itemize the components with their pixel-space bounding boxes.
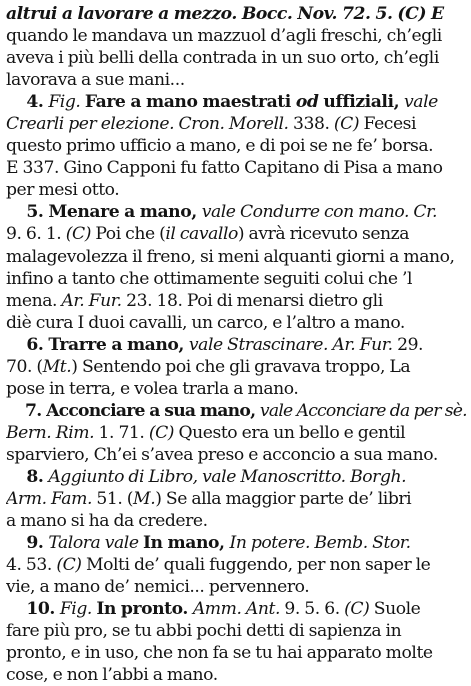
text-line: [6, 554, 467, 576]
text-segment: quando le mandava un mazzuol d’agli freschi, ch’egli: [6, 26, 442, 47]
dictionary-page: [6, 3, 467, 686]
text-segment: (C): [333, 114, 364, 135]
text-line: [6, 135, 467, 157]
text-segment: ) avrà ricevuto senza: [237, 224, 410, 245]
text-segment: 9. 5. 6.: [284, 599, 345, 620]
text-segment: uffiziali,: [323, 92, 405, 113]
text-line: [6, 69, 467, 91]
text-segment: In mano,: [142, 533, 230, 554]
text-segment: vale: [404, 92, 438, 113]
text-line: [6, 3, 467, 25]
text-segment: (C): [56, 555, 86, 576]
text-segment: il cavallo: [165, 224, 238, 245]
text-segment: 9.: [6, 533, 49, 554]
text-segment: lavorava a sue mani...: [6, 70, 185, 91]
text-line: [6, 620, 467, 642]
text-line: [6, 47, 467, 69]
text-segment: questo primo ufficio a mano, e di poi se ne fe’ borsa.: [6, 136, 434, 157]
text-segment: Crearli per elezione. Cron. Morell.: [6, 114, 293, 135]
text-segment: Acconciare a sua mano,: [46, 400, 260, 421]
text-segment: Talora vale: [48, 533, 143, 554]
text-line: [6, 488, 467, 510]
text-segment: 8.: [6, 466, 49, 487]
text-segment: 51. (: [96, 489, 134, 510]
text-segment: 70. (: [6, 356, 43, 377]
text-segment: Poi che (: [95, 224, 166, 245]
text-segment: diè cura I duoi cavalli, un carco, e l’altro a mano.: [6, 312, 405, 333]
text-line: [6, 179, 467, 201]
text-segment: 5.: [6, 202, 49, 223]
text-segment: vale Strascinare. Ar. Fur.: [188, 334, 398, 355]
text-segment: fare più pro, se tu abbi pochi detti di sapienza in: [6, 621, 402, 642]
text-line: [6, 334, 467, 356]
text-segment: Amm. Ant.: [192, 599, 285, 620]
text-segment: M.: [133, 489, 156, 510]
text-line: [6, 356, 467, 378]
text-segment: Fecesi: [363, 114, 417, 135]
text-segment: Fig.: [48, 92, 85, 113]
text-line: [6, 223, 467, 245]
text-line: [6, 642, 467, 664]
text-segment: 6.: [6, 334, 49, 355]
text-segment: Suole: [373, 599, 421, 620]
text-segment: 1. 71.: [98, 422, 149, 443]
text-segment: Questo era un bello e gentil: [178, 422, 406, 443]
text-line: [6, 598, 467, 620]
text-segment: In potere. Bemb. Stor.: [229, 533, 411, 554]
text-segment: E 337. Gino Capponi fu fatto Capitano di Pisa a mano: [6, 158, 443, 179]
text-line: [6, 378, 467, 400]
text-line: [6, 664, 467, 686]
text-segment: Fig.: [59, 599, 97, 620]
text-segment: Menare a mano,: [48, 202, 202, 223]
text-line: [6, 113, 467, 135]
text-segment: 23. 18. Poi di menarsi dietro gli: [126, 290, 383, 311]
text-segment: per mesi otto.: [6, 180, 120, 201]
text-line: [6, 466, 467, 488]
text-segment: od: [295, 92, 324, 113]
text-segment: ) Sentendo poi che gli gravava troppo, La: [71, 356, 411, 377]
text-segment: a mano si ha da credere.: [6, 511, 208, 532]
text-line: [6, 91, 467, 113]
text-line: [6, 532, 467, 554]
text-line: [6, 290, 467, 312]
text-segment: 29.: [397, 334, 424, 355]
text-segment: In pronto.: [96, 599, 193, 620]
text-segment: (C): [65, 224, 96, 245]
text-segment: 9. 6. 1.: [6, 224, 66, 245]
text-segment: Aggiunto di Libro, vale Manoscritto. Borgh.: [48, 466, 407, 487]
text-segment: pose in terra, e volea trarla a mano.: [6, 378, 299, 399]
text-segment: 10.: [6, 599, 60, 620]
text-segment: vale Condurre con mano. Cr.: [201, 202, 437, 223]
text-segment: Mt.: [42, 356, 72, 377]
text-line: [6, 201, 467, 223]
text-segment: malagevolezza il freno, si meni alquanti giorni a mano,: [6, 246, 455, 267]
text-segment: Arm. Fam.: [6, 489, 97, 510]
text-segment: 4. 53.: [6, 555, 57, 576]
text-segment: Fare a mano maestrati: [84, 92, 296, 113]
text-line: [6, 576, 467, 598]
text-line: [6, 268, 467, 290]
text-line: [6, 25, 467, 47]
text-segment: infino a tanto che ottimamente seguiti colui che ’l: [6, 268, 413, 289]
text-line: [6, 444, 467, 466]
text-line: [6, 510, 467, 532]
text-line: [6, 157, 467, 179]
text-segment: Bern. Rim.: [6, 422, 99, 443]
text-line: [6, 422, 467, 444]
text-segment: sparviero, Ch’ei s’avea preso e acconcio a sua mano.: [6, 444, 438, 465]
text-segment: Trarre a mano,: [48, 334, 189, 355]
text-segment: pronto, e in uso, che non fa se tu hai apparato molte: [6, 643, 433, 664]
text-segment: altrui a lavorare a mezzo. Bocc. Nov. 72. 5. (C) E: [6, 4, 444, 24]
text-segment: 4.: [6, 92, 49, 113]
text-line: [6, 400, 467, 422]
text-segment: aveva i più belli della contrada in un suo orto, ch’egli: [6, 48, 439, 69]
text-segment: 7.: [6, 400, 47, 421]
text-line: [6, 312, 467, 334]
text-segment: Molti de’ quali fuggendo, per non saper le: [85, 555, 431, 576]
text-line: [6, 246, 467, 268]
text-segment: mena.: [6, 290, 62, 311]
text-segment: ) Se alla maggior parte de’ libri: [155, 489, 412, 510]
text-segment: 338.: [293, 114, 334, 135]
text-segment: vale Acconciare da per sè.: [259, 400, 467, 421]
text-segment: vie, a mano de’ nemici... pervennero.: [6, 577, 310, 598]
text-segment: (C): [344, 599, 374, 620]
text-segment: (C): [148, 422, 179, 443]
text-segment: cose, e non l’abbi a mano.: [6, 665, 218, 686]
text-segment: Ar. Fur.: [61, 290, 127, 311]
